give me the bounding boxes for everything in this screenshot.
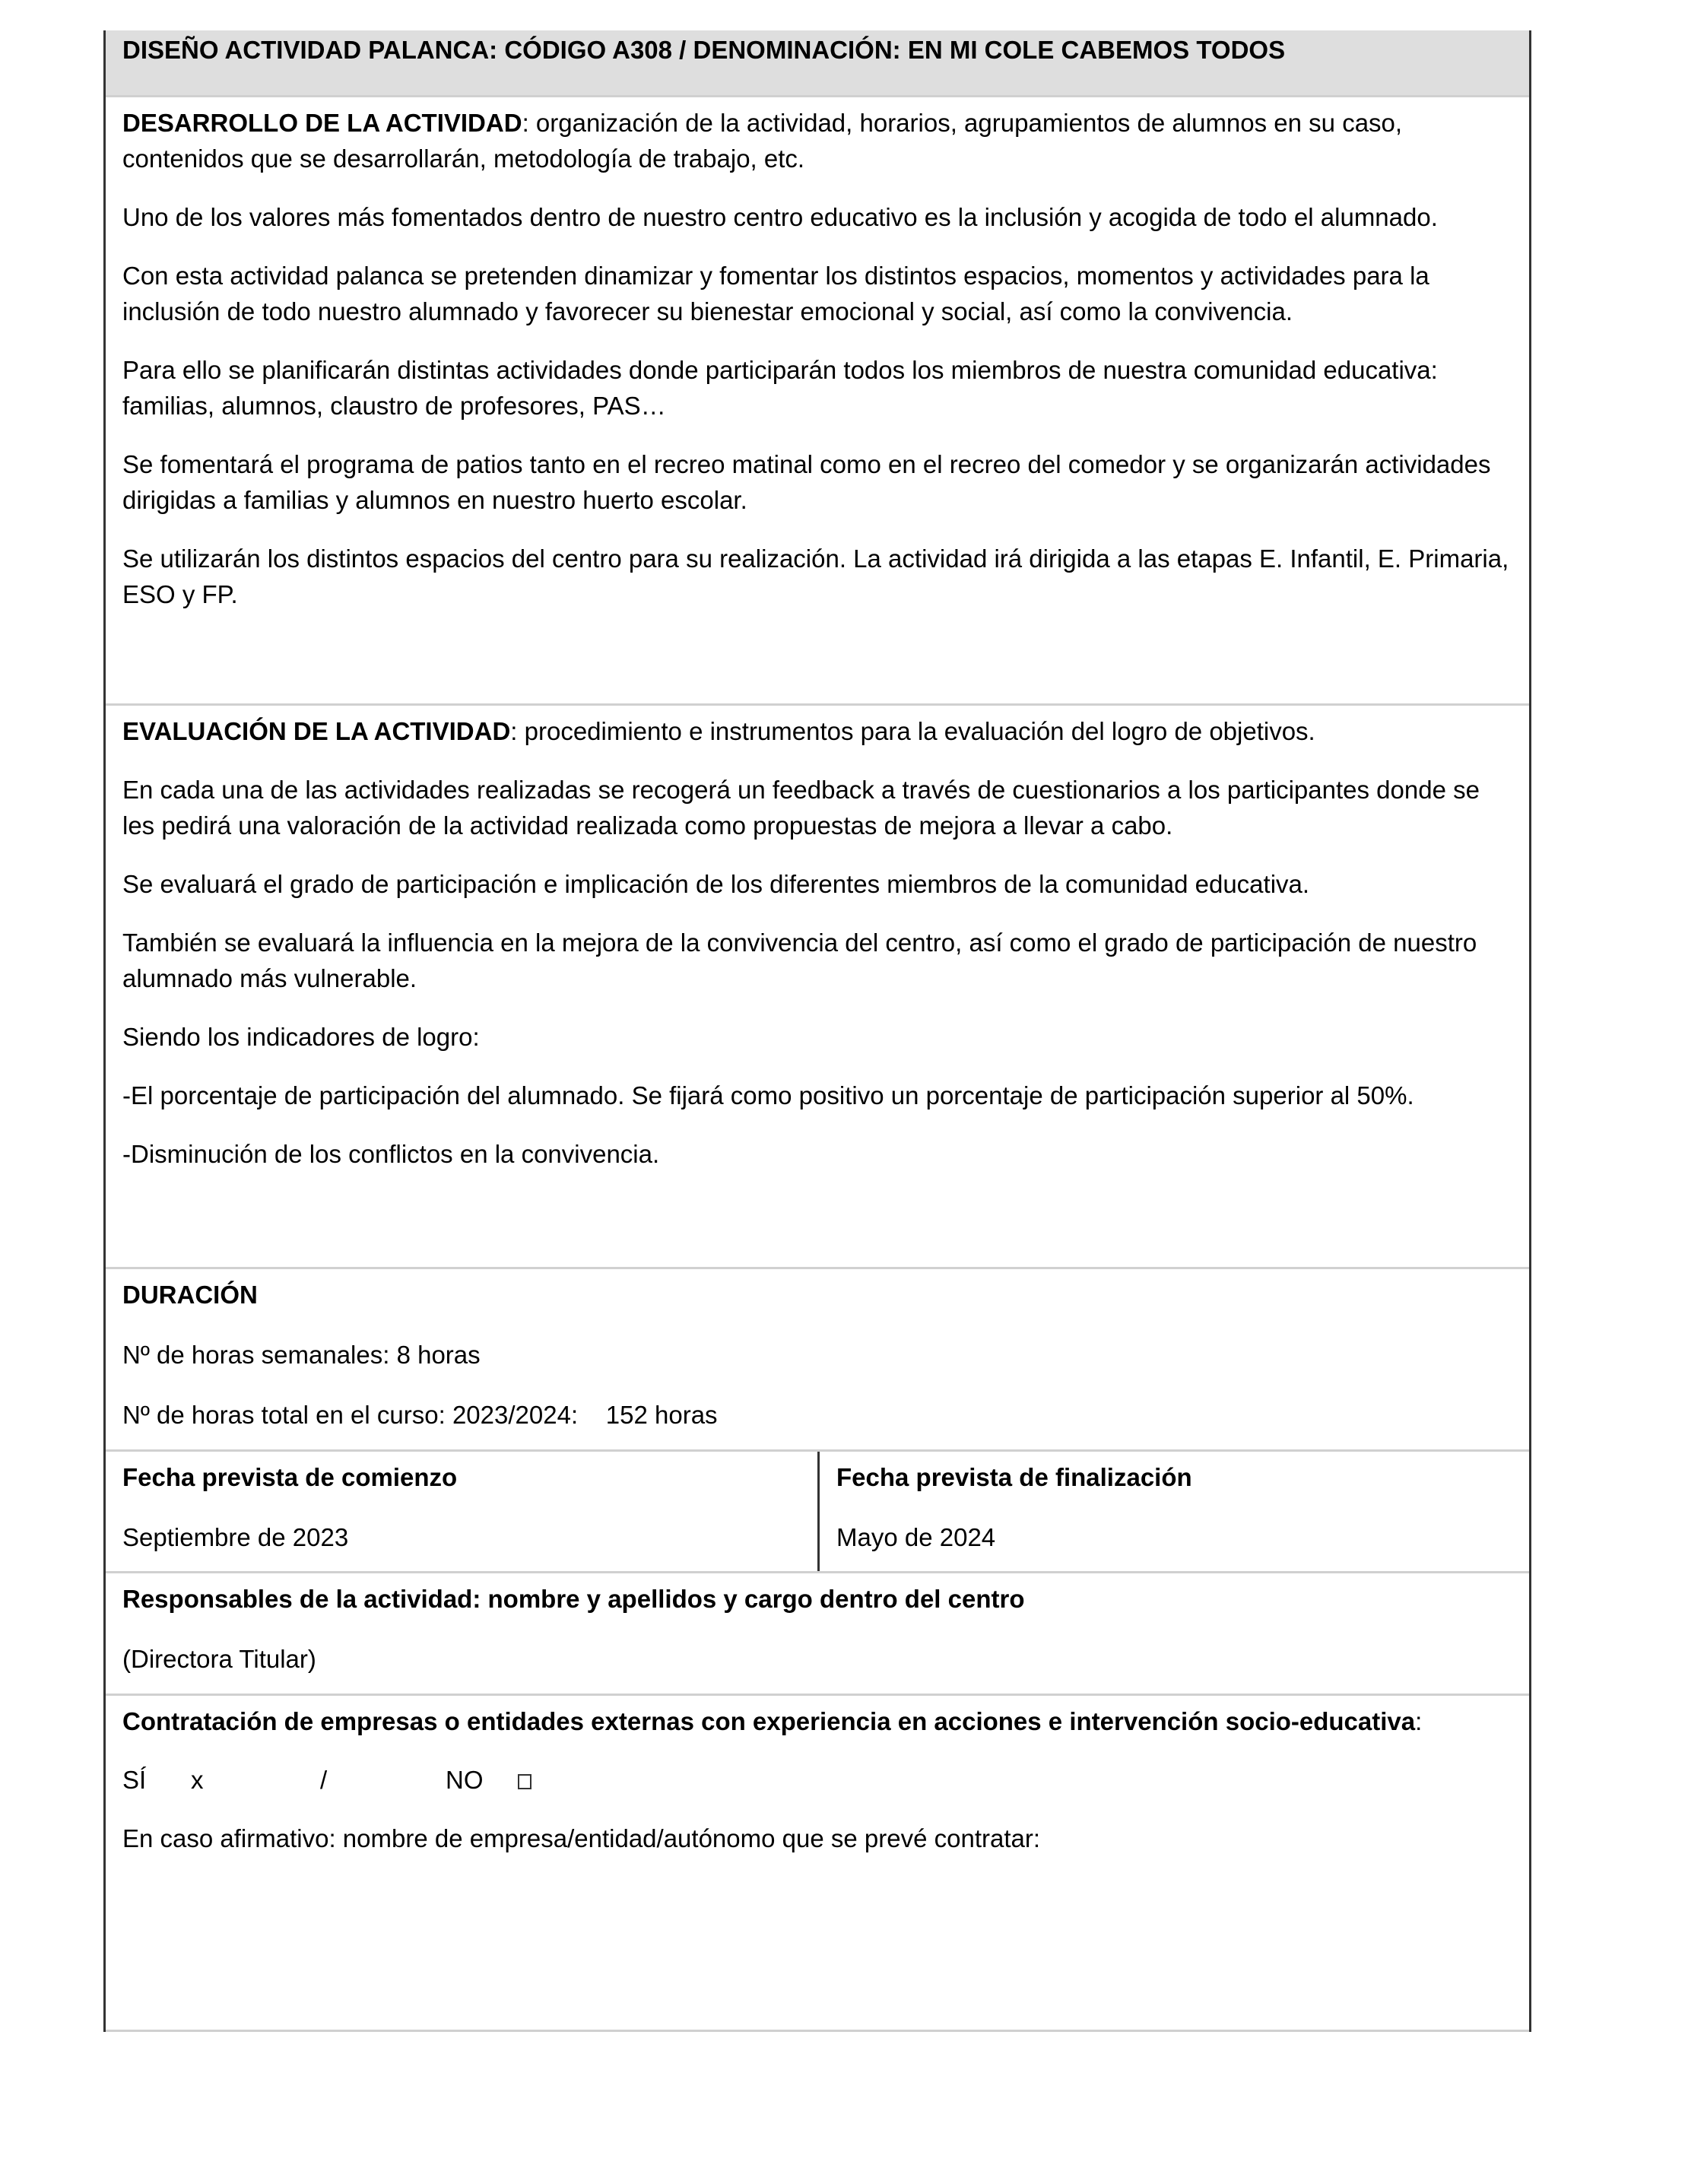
fecha-comienzo-label: Fecha prevista de comienzo bbox=[122, 1463, 458, 1491]
paragraph: Con esta actividad palanca se pretenden dinamizar y fomentar los distintos espacios, momentos y actividades para la inclusión de todo nuestro alumnado y favorecer su bienestar emocional y social, así como la convivencia. bbox=[122, 262, 1429, 325]
responsables-value: (Directora Titular) bbox=[122, 1645, 316, 1673]
fecha-comienzo-value: Septiembre de 2023 bbox=[122, 1523, 349, 1551]
duracion-label: DURACIÓN bbox=[122, 1281, 258, 1309]
horas-total: Nº de horas total en el curso: 2023/2024: 152 horas bbox=[122, 1401, 718, 1429]
paragraph: -Disminución de los conflictos en la convivencia. bbox=[122, 1140, 660, 1168]
paragraph: Se fomentará el programa de patios tanto en el recreo matinal como en el recreo del comedor y se organizarán actividades dirigidas a familias y alumnos en nuestro huerto escolar. bbox=[122, 450, 1491, 514]
section-fechas bbox=[106, 1452, 1529, 1573]
desarrollo-intro: : organización de la actividad, horarios, agrupamientos de alumnos en su caso, contenidos que se desarrollarán, metodología de trabajo, etc. bbox=[122, 109, 1403, 173]
section-evaluacion bbox=[106, 706, 1529, 1269]
section-responsables bbox=[106, 1573, 1529, 1696]
section-desarrollo bbox=[106, 97, 1529, 706]
paragraph: También se evaluará la influencia en la mejora de la convivencia del centro, así como el grado de participación de nuestro alumnado más vulnerable. bbox=[122, 929, 1477, 992]
paragraph: Se utilizarán los distintos espacios del centro para su realización. La actividad irá dirigida a las etapas E. Infantil, E. Primaria, ESO y FP. bbox=[122, 544, 1509, 608]
paragraph: En cada una de las actividades realizadas se recogerá un feedback a través de cuestionarios a los participantes donde se les pedirá una valoración de la actividad realizada como propuestas de mejora a llevar a cabo. bbox=[122, 776, 1480, 840]
evaluacion-label: EVALUACIÓN DE LA ACTIVIDAD bbox=[122, 717, 511, 745]
paragraph: -El porcentaje de participación del alumnado. Se fijará como positivo un porcentaje de participación superior al 50%. bbox=[122, 1081, 1414, 1109]
separator: / bbox=[320, 1766, 328, 1794]
form-title: DISEÑO ACTIVIDAD PALANCA: CÓDIGO A308 / DENOMINACIÓN: EN MI COLE CABEMOS TODOS bbox=[122, 36, 1286, 64]
no-label: NO bbox=[446, 1766, 484, 1794]
fecha-comienzo-cell bbox=[106, 1452, 817, 1571]
section-contratacion bbox=[106, 1696, 1529, 2032]
responsables-label: Responsables de la actividad: nombre y apellidos y cargo dentro del centro bbox=[122, 1585, 1025, 1613]
horas-semanales: Nº de horas semanales: 8 horas bbox=[122, 1341, 481, 1369]
paragraph: Para ello se planificarán distintas actividades donde participarán todos los miembros de nuestra comunidad educativa: familias, alumnos, claustro de profesores, PAS… bbox=[122, 356, 1438, 420]
si-label: SÍ bbox=[122, 1766, 147, 1794]
activity-form-table bbox=[103, 30, 1531, 2032]
afirmativo-text: En caso afirmativo: nombre de empresa/entidad/autónomo que se prevé contratar: bbox=[122, 1824, 1041, 1852]
paragraph: Uno de los valores más fomentados dentro de nuestro centro educativo es la inclusión y acogida de todo el alumnado. bbox=[122, 203, 1438, 231]
paragraph: Se evaluará el grado de participación e implicación de los diferentes miembros de la comunidad educativa. bbox=[122, 870, 1310, 898]
si-checkbox-mark[interactable]: x bbox=[191, 1766, 204, 1794]
fecha-finalizacion-cell bbox=[817, 1452, 1529, 1571]
evaluacion-intro: : procedimiento e instrumentos para la evaluación del logro de objetivos. bbox=[510, 717, 1315, 745]
fecha-finalizacion-value: Mayo de 2024 bbox=[836, 1523, 996, 1551]
form-header bbox=[106, 30, 1529, 97]
section-duracion bbox=[106, 1269, 1529, 1452]
desarrollo-label: DESARROLLO DE LA ACTIVIDAD bbox=[122, 109, 522, 137]
paragraph: Siendo los indicadores de logro: bbox=[122, 1023, 480, 1051]
contratacion-label: Contratación de empresas o entidades externas con experiencia en acciones e intervención socio-educativa bbox=[122, 1707, 1416, 1735]
fecha-finalizacion-label: Fecha prevista de finalización bbox=[836, 1463, 1192, 1491]
contratacion-colon: : bbox=[1415, 1707, 1423, 1735]
si-no-choice bbox=[122, 1762, 1512, 1798]
no-checkbox[interactable] bbox=[518, 1774, 531, 1789]
